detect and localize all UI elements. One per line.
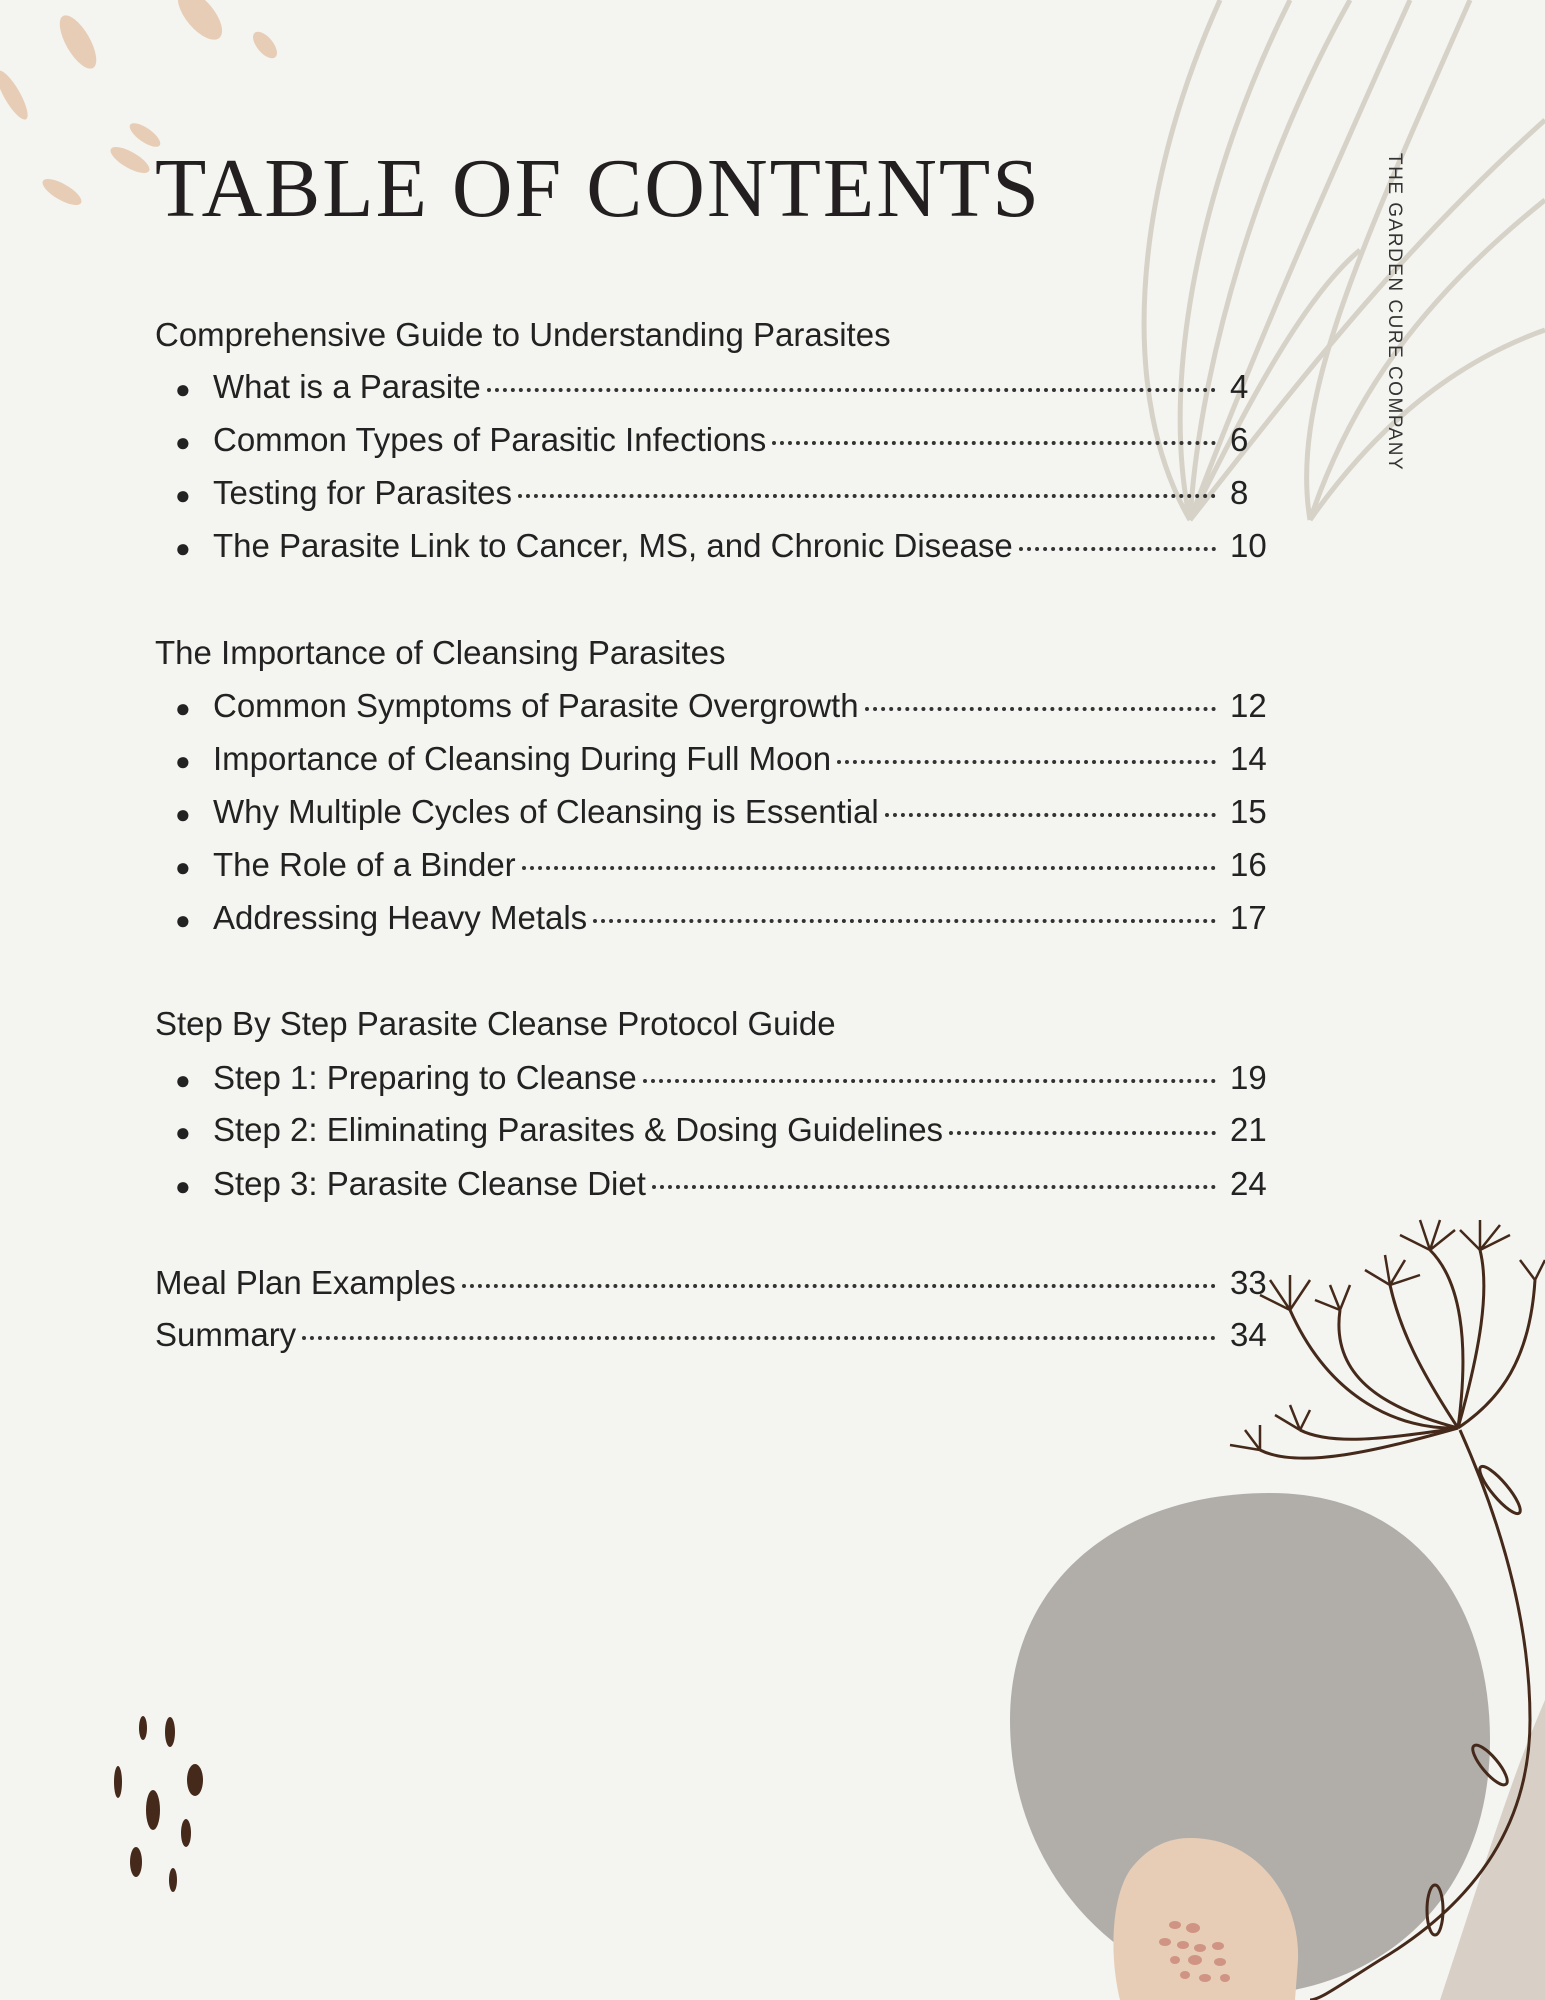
dot-leader bbox=[593, 919, 1216, 923]
toc-page-number: 14 bbox=[1230, 740, 1267, 777]
toc-entry[interactable] bbox=[175, 899, 1280, 937]
toc-page-number: 6 bbox=[1230, 421, 1249, 458]
toc-entry-label: Importance of Cleansing During Full Moon bbox=[213, 740, 832, 777]
toc-page-number: 16 bbox=[1230, 846, 1267, 883]
toc-entry-label: What is a Parasite bbox=[213, 368, 481, 405]
bullet-icon: ● bbox=[175, 905, 191, 935]
dot-leader bbox=[652, 1185, 1216, 1189]
toc-entry[interactable] bbox=[175, 1165, 1280, 1203]
toc-entry-label: Step 1: Preparing to Cleanse bbox=[213, 1059, 637, 1096]
bullet-icon: ● bbox=[175, 480, 191, 510]
toc-page-number: 34 bbox=[1230, 1316, 1267, 1353]
toc-entry-label: Meal Plan Examples bbox=[155, 1264, 456, 1301]
toc-page-number: 4 bbox=[1230, 368, 1249, 405]
bullet-icon: ● bbox=[175, 1065, 191, 1095]
dot-leader bbox=[885, 813, 1216, 817]
dot-leader bbox=[462, 1284, 1216, 1288]
bullet-icon: ● bbox=[175, 693, 191, 723]
toc-entry[interactable] bbox=[175, 793, 1280, 831]
toc-entry-label: Why Multiple Cycles of Cleansing is Essential bbox=[213, 793, 879, 830]
bullet-icon: ● bbox=[175, 1117, 191, 1147]
toc-page-number: 21 bbox=[1230, 1111, 1267, 1148]
toc-entry[interactable] bbox=[175, 1059, 1280, 1097]
dot-leader bbox=[949, 1131, 1216, 1135]
toc-page-number: 15 bbox=[1230, 793, 1267, 830]
seeds-decoration bbox=[114, 1716, 203, 1892]
dot-leader bbox=[487, 388, 1216, 392]
bullet-icon: ● bbox=[175, 427, 191, 457]
toc-entry[interactable] bbox=[175, 368, 1280, 406]
toc-entry-label: The Parasite Link to Cancer, MS, and Chronic Disease bbox=[213, 527, 1013, 564]
toc-page-number: 10 bbox=[1230, 527, 1267, 564]
page-title: TABLE OF CONTENTS bbox=[155, 142, 1041, 235]
toc-page-number: 24 bbox=[1230, 1165, 1267, 1202]
toc-entry-label: Addressing Heavy Metals bbox=[213, 899, 588, 936]
toc-entry[interactable] bbox=[175, 687, 1280, 725]
toc-entry[interactable] bbox=[175, 1111, 1280, 1149]
toc-entry[interactable] bbox=[175, 421, 1280, 459]
dot-leader bbox=[837, 760, 1216, 764]
section-heading: Comprehensive Guide to Understanding Parasites bbox=[155, 316, 891, 353]
toc-entry-label: Common Symptoms of Parasite Overgrowth bbox=[213, 687, 859, 724]
dot-leader bbox=[302, 1336, 1216, 1340]
dot-leader bbox=[518, 494, 1216, 498]
toc-entry-label: Common Types of Parasitic Infections bbox=[213, 421, 767, 458]
toc-page-number: 12 bbox=[1230, 687, 1267, 724]
toc-entry-label: Step 3: Parasite Cleanse Diet bbox=[213, 1165, 646, 1202]
dot-leader bbox=[865, 707, 1216, 711]
section-heading: The Importance of Cleansing Parasites bbox=[155, 634, 726, 671]
dot-leader bbox=[643, 1079, 1216, 1083]
toc-entry[interactable] bbox=[175, 846, 1280, 884]
toc-entry[interactable] bbox=[175, 474, 1280, 512]
dot-leader bbox=[1019, 547, 1216, 551]
toc-page-number: 8 bbox=[1230, 474, 1249, 511]
toc-entry-label: Testing for Parasites bbox=[213, 474, 512, 511]
brand-vertical-text: THE GARDEN CURE COMPANY bbox=[1384, 153, 1405, 472]
toc-entry-label: Step 2: Eliminating Parasites & Dosing Guidelines bbox=[213, 1111, 944, 1148]
toc-entry[interactable] bbox=[175, 527, 1280, 565]
bullet-icon: ● bbox=[175, 799, 191, 829]
bullet-icon: ● bbox=[175, 746, 191, 776]
toc-entry[interactable] bbox=[175, 740, 1280, 778]
section-heading: Step By Step Parasite Cleanse Protocol Guide bbox=[155, 1005, 836, 1042]
toc-page-number: 17 bbox=[1230, 899, 1267, 936]
toc-entry-label: The Role of a Binder bbox=[213, 846, 516, 883]
toc-page-number: 19 bbox=[1230, 1059, 1267, 1096]
dot-leader bbox=[522, 866, 1216, 870]
bullet-icon: ● bbox=[175, 1171, 191, 1201]
bullet-icon: ● bbox=[175, 852, 191, 882]
toc-entry-meal-plan[interactable] bbox=[155, 1264, 1280, 1302]
dot-leader bbox=[772, 441, 1216, 445]
toc-page-number: 33 bbox=[1230, 1264, 1267, 1301]
toc-entry-label: Summary bbox=[155, 1316, 297, 1353]
toc-entry-summary[interactable] bbox=[155, 1316, 1280, 1354]
bullet-icon: ● bbox=[175, 374, 191, 404]
bullet-icon: ● bbox=[175, 533, 191, 563]
